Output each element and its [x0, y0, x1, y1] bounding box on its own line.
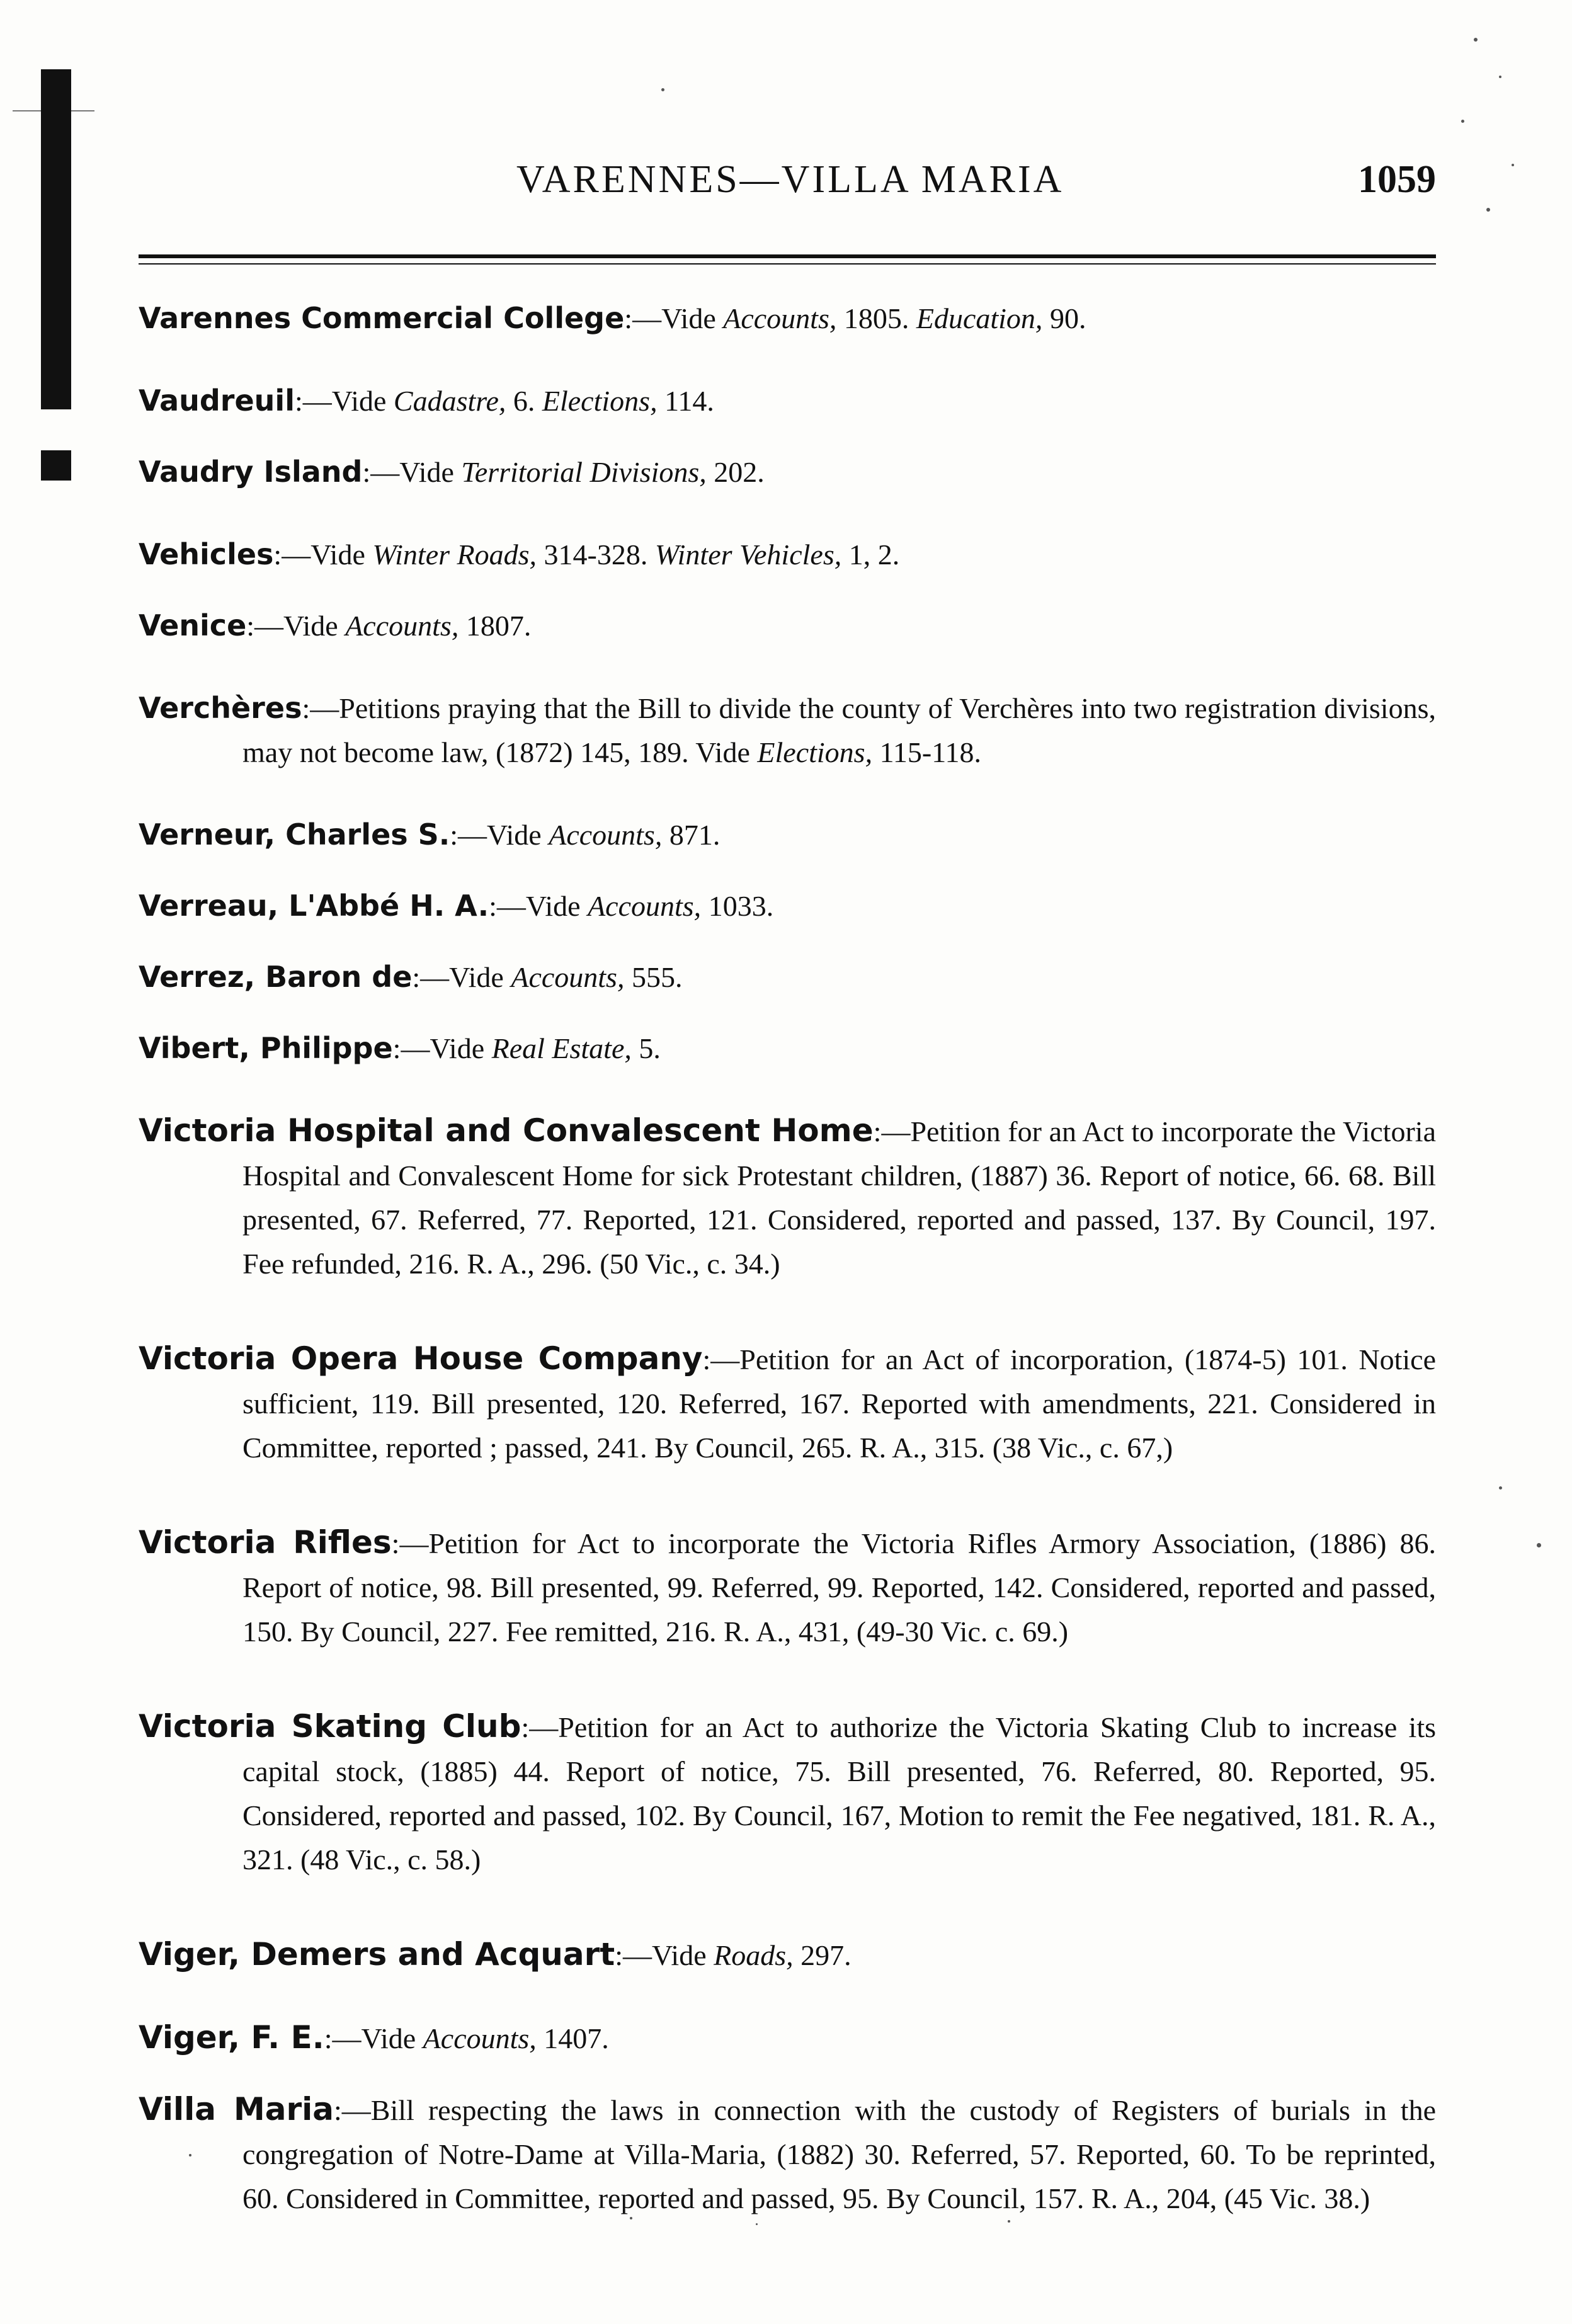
entry-text: 871.	[662, 819, 720, 851]
index-entry	[139, 2015, 1436, 2061]
entry-text: :—Vide	[246, 610, 346, 642]
index-entry	[139, 812, 1436, 857]
scan-speck	[1537, 1543, 1541, 1547]
entry-heading: Victoria Opera House Company	[139, 1340, 703, 1377]
scan-speck	[630, 2217, 632, 2219]
scan-speck	[1486, 208, 1490, 212]
entry-heading: Verneur, Charles S.	[139, 817, 450, 852]
index-entry	[139, 603, 1436, 648]
index-entry	[139, 1932, 1436, 1978]
entry-reference: Winter Vehicles,	[654, 538, 842, 571]
index-entry	[139, 1026, 1436, 1071]
entry-text: :—Petition for an Act to incorporate the Victoria Hospital and Convalescent Home for sick Protestant children, (1887) 36. Report of notice, 66. 68. Bill presented, 67. Referred, 77. Reported, 121. Considered, reported and passed, 137. By Council, 197. Fee refunded, 216. R. A., 296. (50 Vic., c. 34.)	[242, 1115, 1436, 1280]
index-entry	[139, 1108, 1436, 1286]
header-rule-thin	[139, 263, 1436, 265]
index-entry	[139, 1520, 1436, 1654]
running-head: VARENNES—VILLA MARIA	[516, 158, 1064, 201]
entry-heading: Victoria Rifles	[139, 1524, 392, 1561]
entry-text: 114.	[657, 385, 714, 417]
scan-speck	[1008, 2220, 1010, 2223]
entry-reference: Accounts,	[723, 302, 837, 334]
entry-text: :—Vide	[615, 1939, 714, 1971]
entry-text: :—Vide	[624, 302, 724, 334]
entry-text: 5.	[631, 1032, 661, 1064]
page-number: 1059	[1358, 158, 1436, 201]
scan-speck	[661, 88, 664, 91]
entry-text: 1407.	[536, 2022, 609, 2054]
entry-heading: Venice	[139, 608, 247, 642]
entry-text: :—Vide	[294, 385, 394, 417]
entry-text: 6.	[506, 385, 542, 417]
entry-reference: Roads,	[714, 1939, 794, 1971]
entry-heading: Verchères	[139, 691, 302, 725]
entry-heading: Vibert, Philippe	[139, 1031, 393, 1065]
index-entry	[139, 379, 1436, 423]
scan-speck	[1474, 38, 1478, 42]
entry-heading: Vaudreuil	[139, 384, 295, 418]
index-entry	[139, 955, 1436, 1000]
entry-text: 1807.	[458, 610, 532, 642]
entry-heading: Varennes Commercial College	[139, 301, 625, 335]
entry-heading: Viger, Demers and Acquart	[139, 1936, 615, 1973]
entry-reference: Territorial Divisions,	[461, 456, 707, 488]
index-entry	[139, 1336, 1436, 1470]
index-entries	[139, 296, 1436, 2247]
entry-text: :—Bill respecting the laws in connection with the custody of Registers of burials in the congregation of Notre-Dame at Villa-Maria, (1882) 30. Referred, 57. Reported, 60. To be reprinted, 60. Considered in Committee, reported and passed, 95. By Council, 157. R. A., 204, (45 Vic. 38.)	[242, 2094, 1436, 2214]
scan-speck	[1512, 164, 1514, 166]
entry-reference: Accounts,	[511, 961, 625, 993]
entry-text: 202.	[706, 456, 765, 488]
entry-reference: Accounts,	[549, 819, 663, 851]
index-entry	[139, 2087, 1436, 2221]
binding-edge-mark	[41, 69, 71, 409]
entry-text: :—Vide	[412, 961, 511, 993]
index-entry	[139, 1704, 1436, 1882]
entry-text: 1, 2.	[841, 538, 900, 571]
entry-text: 1805.	[836, 302, 916, 334]
entry-reference: Winter Roads,	[372, 538, 537, 571]
entry-reference: Cadastre,	[393, 385, 506, 417]
entry-text: 314-328.	[537, 538, 655, 571]
entry-heading: Victoria Hospital and Convalescent Home	[139, 1112, 874, 1149]
entry-text: :—Petition for an Act to authorize the Victoria Skating Club to increase its capital stock, (1885) 44. Report of notice, 75. Bill presented, 76. Referred, 80. Reported, 95. Considered, reported and passed, 102. By Council, 167, Motion to remit the Fee negatived, 181. R. A., 321. (48 Vic., c. 58.)	[242, 1711, 1436, 1876]
entry-text: 297.	[793, 1939, 852, 1971]
page-header	[139, 157, 1436, 214]
entry-text: :—Vide	[362, 456, 462, 488]
entry-reference: Real Estate,	[491, 1032, 632, 1064]
entry-text: :—Petitions praying that the Bill to divide the county of Verchères into two registration divisions, may not become law, (1872) 145, 189. Vide	[242, 692, 1436, 768]
entry-reference: Accounts,	[588, 890, 702, 922]
scan-speck	[1461, 120, 1464, 123]
entry-text: :—Petition for Act to incorporate the Victoria Rifles Armory Association, (1886) 86. Report of notice, 98. Bill presented, 99. Referred, 99. Reported, 142. Considered, reported and passed, 150. By Council, 227. Fee remitted, 216. R. A., 431, (49-30 Vic. c. 69.)	[242, 1527, 1436, 1648]
scan-speck	[1499, 1486, 1502, 1490]
entry-text: 90.	[1042, 302, 1086, 334]
scan-speck	[756, 2223, 758, 2225]
entry-reference: Accounts,	[423, 2022, 537, 2054]
header-rule-thick	[139, 254, 1436, 258]
entry-text: 115-118.	[872, 736, 981, 768]
entry-reference: Education,	[916, 302, 1043, 334]
entry-heading: Vaudry Island	[139, 455, 363, 489]
entry-heading: Viger, F. E.	[139, 2019, 324, 2056]
entry-text: :—Vide	[324, 2022, 423, 2054]
scan-speck	[189, 2154, 191, 2156]
entry-heading: Vehicles	[139, 537, 274, 571]
scan-speck	[1499, 76, 1501, 78]
entry-heading: Victoria Skating Club	[139, 1708, 521, 1745]
entry-reference: Elections,	[757, 736, 873, 768]
entry-text: :—Petition for an Act of incorporation, (1874-5) 101. Notice sufficient, 119. Bill presented, 120. Referred, 167. Reported with amendments, 221. Considered in Committee, reported ; passed, 241. By Council, 265. R. A., 315. (38 Vic., c. 67,)	[242, 1343, 1436, 1464]
entry-heading: Verreau, L'Abbé H. A.	[139, 889, 489, 923]
entry-text: :—Vide	[273, 538, 373, 571]
entry-text: :—Vide	[392, 1032, 492, 1064]
entry-text: 1033.	[701, 890, 774, 922]
index-entry	[139, 296, 1436, 341]
entry-text: 555.	[624, 961, 683, 993]
index-entry	[139, 884, 1436, 928]
entry-reference: Elections,	[542, 385, 658, 417]
entry-text: :—Vide	[450, 819, 549, 851]
entry-reference: Accounts,	[345, 610, 459, 642]
index-entry	[139, 686, 1436, 775]
index-entry	[139, 450, 1436, 494]
index-entry	[139, 532, 1436, 577]
entry-heading: Villa Maria	[139, 2091, 334, 2127]
entry-text: :—Vide	[489, 890, 588, 922]
binding-edge-square	[41, 450, 71, 481]
entry-heading: Verrez, Baron de	[139, 960, 413, 994]
